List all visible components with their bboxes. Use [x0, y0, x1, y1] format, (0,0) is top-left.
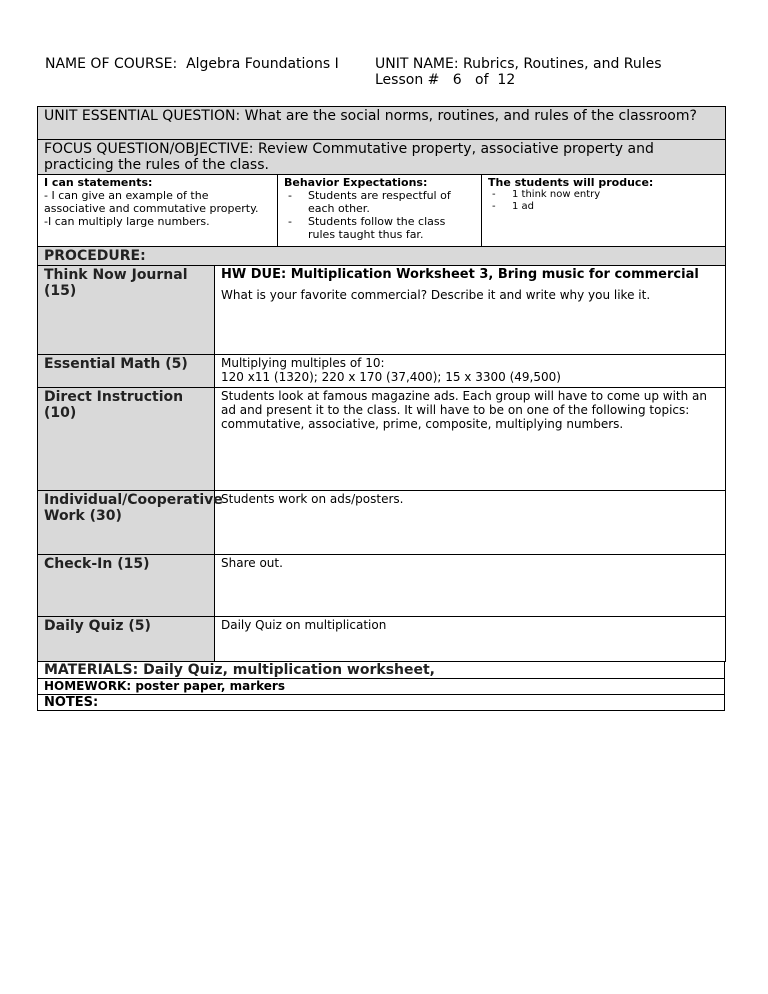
lesson-label: Lesson #: [375, 72, 440, 88]
can-statement-line: associative and commutative property.: [44, 202, 259, 215]
materials: MATERIALS: Daily Quiz, multiplication worksheet,: [38, 662, 725, 679]
procedure-step-label: Direct Instruction (10): [38, 388, 215, 491]
procedure-step-content: Students work on ads/posters.: [215, 491, 726, 555]
procedure-step-content: [215, 266, 726, 355]
procedure-step-content: Share out.: [215, 555, 726, 617]
objectives-table: [37, 106, 726, 249]
course-label: NAME OF COURSE:: [45, 56, 178, 72]
math-line: 120 x11 (1320); 220 x 170 (37,400); 15 x 3300 (49,500): [221, 370, 561, 384]
procedure-step-label: Think Now Journal (15): [38, 266, 215, 355]
procedure-step-label: Essential Math (5): [38, 355, 215, 388]
materials-table: [37, 661, 725, 711]
procedure-step-content: Students look at famous magazine ads. Each group will have to come up with an ad and present it to the class. It will have to be on one of the following topics: commutative, associative, prime, composite, multiplying numbers.: [215, 388, 726, 491]
can-statement-line: -I can multiply large numbers.: [44, 215, 210, 228]
lesson-number: [375, 72, 665, 88]
can-statement-line: - I can give an example of the: [44, 189, 209, 202]
behavior-item: - Students are respectful of each other.: [308, 189, 475, 215]
homework: HOMEWORK: poster paper, markers: [38, 679, 725, 695]
produce-list: [488, 189, 719, 213]
procedure-step-label: Daily Quiz (5): [38, 617, 215, 662]
produce-cell: [482, 175, 726, 249]
notes: NOTES:: [38, 695, 725, 711]
procedure-label: PROCEDURE:: [38, 247, 726, 266]
lesson-current: 6: [452, 72, 462, 88]
math-line: Multiplying multiples of 10:: [221, 356, 385, 370]
unit-label: UNIT NAME:: [375, 56, 459, 72]
course-name: [45, 56, 370, 72]
procedure-step-label: Individual/Cooperative Work (30): [38, 491, 215, 555]
behavior-item: - Students follow the class rules taught thus far.: [308, 215, 475, 241]
unit-value: Rubrics, Routines, and Rules: [463, 56, 662, 72]
lesson-header: [45, 56, 725, 106]
journal-prompt: What is your favorite commercial? Describe it and write why you like it.: [221, 288, 651, 302]
lesson-total: 12: [497, 72, 516, 88]
can-statements-cell: [38, 175, 278, 249]
behavior-cell: [278, 175, 482, 249]
procedure-step-content: Daily Quiz on multiplication: [215, 617, 726, 662]
unit-name: [375, 56, 665, 88]
can-statements-heading: I can statements:: [44, 176, 153, 189]
produce-item: - 1 ad: [512, 201, 719, 213]
lesson-of: of: [475, 72, 489, 88]
essential-question: UNIT ESSENTIAL QUESTION: What are the social norms, routines, and rules of the classroom?: [38, 107, 726, 140]
procedure-table: [37, 246, 726, 662]
behavior-list: [284, 189, 475, 241]
procedure-step-content: [215, 355, 726, 388]
homework-due: HW DUE: Multiplication Worksheet 3, Bring music for commercial: [221, 267, 699, 282]
produce-heading: The students will produce:: [488, 176, 654, 189]
procedure-step-label: Check-In (15): [38, 555, 215, 617]
course-value: Algebra Foundations I: [186, 56, 339, 72]
produce-item: - 1 think now entry: [512, 189, 719, 201]
behavior-heading: Behavior Expectations:: [284, 176, 428, 189]
focus-question: FOCUS QUESTION/OBJECTIVE: Review Commutative property, associative property and practicing the rules of the class.: [38, 140, 726, 175]
